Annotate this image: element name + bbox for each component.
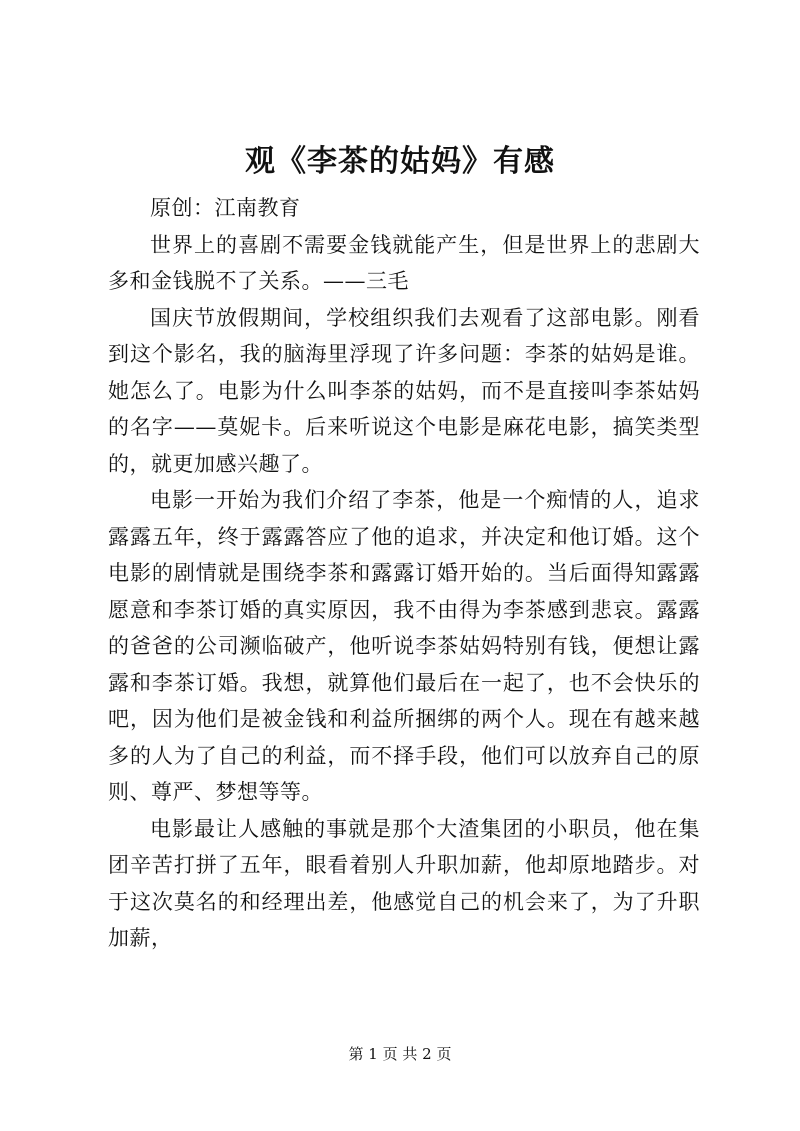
page-footer: 第 1 页 共 2 页 (348, 1045, 452, 1063)
paragraph-quote: 世界上的喜剧不需要金钱就能产生，但是世界上的悲剧大多和金钱脱不了关系。——三毛 (108, 232, 700, 293)
document-title: 观《李茶的姑妈》有感 (245, 144, 555, 179)
paragraph-employee: 电影最让人感触的事就是那个大渣集团的小职员，他在集团辛苦打拼了五年，眼看着别人升职加薪，他却原地踏步。对于这次莫名的和经理出差，他感觉自己的机会来了，为了升职加薪， (108, 816, 700, 950)
paragraph-plot: 电影一开始为我们介绍了李茶，他是一个痴情的人，追求露露五年，终于露露答应了他的追求，并决定和他订婚。这个电影的剧情就是围绕李茶和露露订婚开始的。当后面得知露露愿意和李茶订婚的真实原因，我不由得为李茶感到悲哀。露露的爸爸的公司濒临破产，他听说李茶姑妈特别有钱，便想让露露和李茶订婚。我想，就算他们最后在一起了，也不会快乐的吧，因为他们是被金钱和利益所捆绑的两个人。现在有越来越多的人为了自己的利益，而不择手段，他们可以放弃自己的原则、尊严、梦想等等。 (108, 488, 700, 804)
paragraph-intro: 国庆节放假期间，学校组织我们去观看了这部电影。刚看到这个影名，我的脑海里浮现了许多问题：李茶的姑妈是谁。她怎么了。电影为什么叫李茶的姑妈，而不是直接叫李茶姑妈的名字——莫妮卡。后来听说这个电影是麻花电影，搞笑类型的，就更加感兴趣了。 (108, 305, 700, 476)
author-line: 原创：江南教育 (150, 196, 301, 220)
document-body (108, 190, 700, 957)
